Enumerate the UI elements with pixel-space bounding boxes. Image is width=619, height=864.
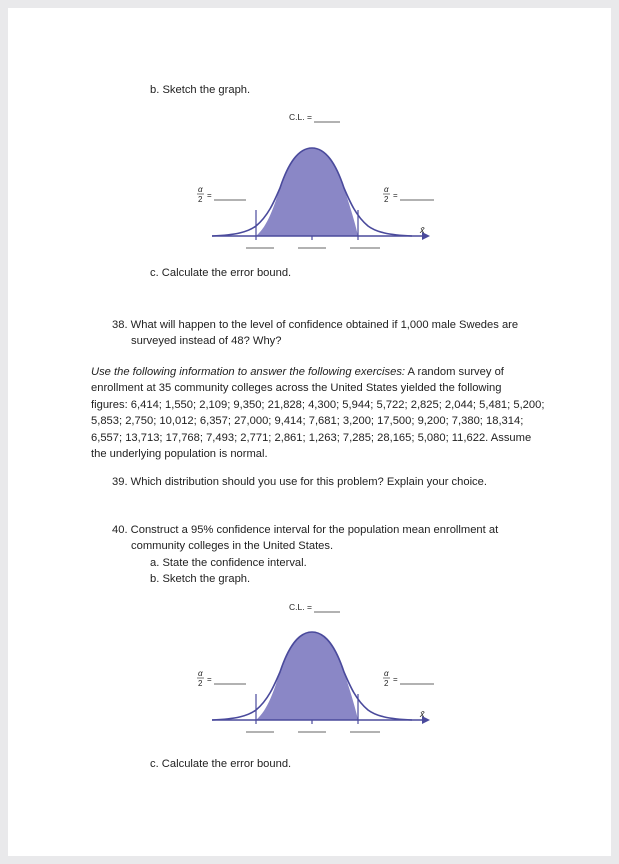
alpha-label-left-2: α [198,669,203,678]
normal-distribution-graph-1 [176,108,436,248]
two-label-left-2: 2 [198,679,203,688]
item-c-error-bound-2: c. Calculate the error bound. [150,758,292,770]
alpha-label-right: α [384,185,389,194]
eq-left-2: = [207,675,212,684]
cl-label: C.L. = [289,112,312,122]
two-label-left: 2 [198,195,203,204]
question-39: 39. Which distribution should you use for this problem? Explain your choice. [112,476,487,488]
info-paragraph: Use the following information to answer the following exercises: A random survey of enrollment at 35 community colleges across the United States yielded the following figures: 6,414; 1,550; 2,109; 9,350; 21,828; 4,300; 5,944; 5,722; 2,825; 2,044; 5,481; 5,200; 5,853; 2,750; 10,012; 6,357; 27,000; 9,414; 7,681; 3,200; 17,500; 9,200; 7,380; 18,314; 6,557; 13,713; 17,768; 7,493; 2,771; 2,861; 1,263; 7,285; 28,165; 5,080; 11,622. Assume the underlying population is normal. [91,366,545,461]
xbar-label: x̄ [420,225,425,235]
eq-left: = [207,191,212,200]
item-c-error-bound: c. Calculate the error bound. [150,267,292,279]
xbar-label-2: x̄ [420,709,425,719]
item-b-sketch-graph-2: b. Sketch the graph. [150,573,251,586]
info-italic-lead: Use the following information to answer the following exercises: [91,366,406,378]
item-b-sketch-graph: b. Sketch the graph. [150,84,251,96]
alpha-label-left: α [198,185,203,194]
normal-distribution-graph-2 [176,598,436,738]
two-label-right-2: 2 [384,679,389,688]
two-label-right: 2 [384,195,389,204]
eq-right-2: = [393,675,398,684]
alpha-label-right-2: α [384,669,389,678]
question-38: 38. What will happen to the level of confidence obtained if 1,000 male Swedes are surveyed instead of 48? Why? [112,319,519,348]
eq-right: = [393,191,398,200]
cl-label-2: C.L. = [289,602,312,612]
item-a-state-interval: a. State the confidence interval. [150,556,307,569]
question-40: 40. Construct a 95% confidence interval for the population mean enrollment at community colleges in the United States. a. State the confidence interval. b. Sketch the graph. [112,522,498,588]
document-page [8,8,611,856]
